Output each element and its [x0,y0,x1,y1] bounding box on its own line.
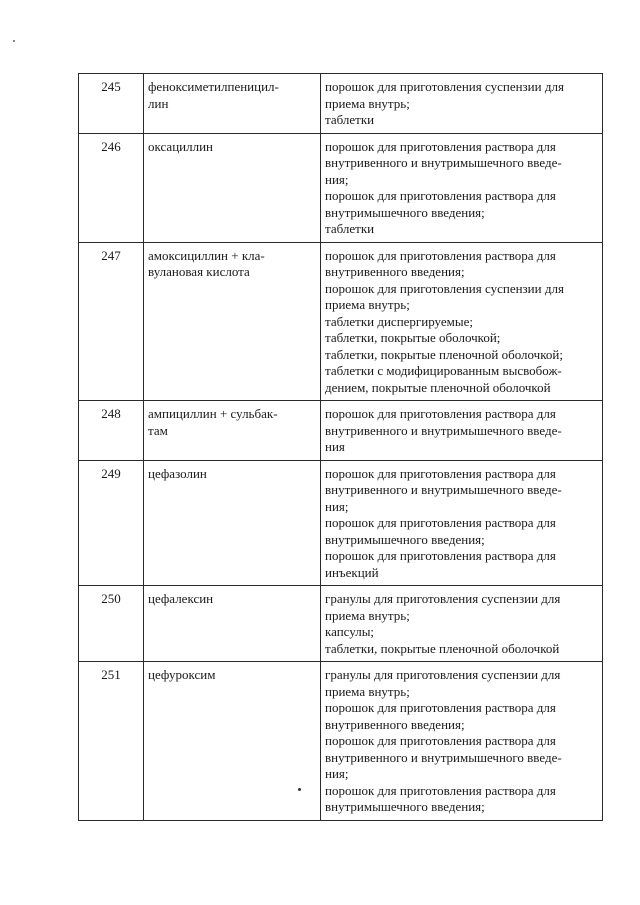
dosage-form-line: капсулы; [325,624,375,639]
dosage-form-line: внутримышечного введения; [325,799,485,814]
scan-dot [298,788,301,791]
row-number: 248 [79,401,144,461]
drug-name-line: амоксициллин + кла- [148,247,265,263]
row-number: 245 [79,74,144,134]
drug-name-line: цефазолин [148,465,207,481]
dosage-form-line: ния [325,439,345,454]
dosage-form-line: таблетки [325,221,375,236]
table-row [79,460,603,586]
dosage-form-line: внутривенного и внутримышечного введе- [325,749,562,765]
dosage-forms-cell [321,586,603,662]
dosage-form-line: порошок для приготовления раствора для [325,548,556,563]
dosage-form-line: порошок для приготовления суспензии для [325,79,564,94]
table-row [79,242,603,401]
scan-speck [13,40,15,42]
drug-name-cell [144,586,321,662]
table-row [79,662,603,821]
drug-table [78,73,603,821]
drug-name-cell [144,133,321,242]
drug-name-cell [144,74,321,134]
dosage-form-line: порошок для приготовления раствора для [325,247,556,263]
drug-name-line: феноксиметилпеницил- [148,79,279,94]
row-number: 249 [79,460,144,586]
dosage-form-line: ния; [325,171,349,187]
dosage-form-line: таблетки, покрытые оболочкой; [325,330,501,345]
drug-name-line: цефалексин [148,591,214,606]
dosage-form-line: порошок для приготовления раствора для [325,188,556,203]
drug-name-cell [144,242,321,401]
drug-name-line: цефуроксим [148,667,216,682]
drug-name-line: вулановая кислота [148,264,250,279]
dosage-form-line: инъекций [325,564,379,580]
dosage-form-line: внутримышечного введения; [325,531,485,547]
dosage-form-line: приема внутрь; [325,607,410,623]
table-row [79,401,603,461]
drug-name-line: ампициллин + сульбак- [148,406,278,421]
drug-name-line: лин [148,95,169,111]
table-body [79,74,603,821]
dosage-form-line: внутривенного введения; [325,716,465,732]
dosage-form-line: порошок для приготовления раствора для [325,406,556,421]
dosage-form-line: порошок для приготовления раствора для [325,733,556,748]
dosage-form-line: гранулы для приготовления суспензии для [325,667,561,682]
dosage-form-line: внутривенного и внутримышечного введе- [325,482,562,497]
dosage-form-line: внутримышечного введения; [325,204,485,220]
dosage-form-line: внутривенного и внутримышечного введе- [325,422,562,438]
dosage-form-line: внутривенного и внутримышечного введе- [325,155,562,170]
drug-name-cell [144,662,321,821]
dosage-form-line: порошок для приготовления раствора для [325,700,556,715]
drug-name-line: оксациллин [148,138,213,154]
dosage-form-line: приема внутрь; [325,297,410,312]
dosage-form-line: таблетки, покрытые пленочной оболочкой; [325,346,563,362]
dosage-form-line: таблетки с модифицированным высвобож- [325,363,562,378]
dosage-forms-cell [321,662,603,821]
dosage-forms-cell [321,460,603,586]
dosage-form-line: ния; [325,766,349,781]
table-row [79,133,603,242]
dosage-form-line: приема внутрь; [325,683,410,699]
dosage-form-line: таблетки, покрытые пленочной оболочкой [325,640,560,656]
drug-name-line: там [148,422,168,438]
dosage-form-line: ния; [325,498,349,514]
dosage-forms-cell [321,74,603,134]
dosage-form-line: порошок для приготовления раствора для [325,465,556,481]
dosage-form-line: таблетки диспергируемые; [325,313,473,329]
dosage-form-line: гранулы для приготовления суспензии для [325,591,561,606]
dosage-forms-cell [321,401,603,461]
dosage-form-line: порошок для приготовления раствора для [325,782,556,798]
row-number: 250 [79,586,144,662]
dosage-form-line: внутривенного введения; [325,264,465,279]
dosage-form-line: приема внутрь; [325,95,410,111]
dosage-form-line: таблетки [325,112,375,127]
row-number: 251 [79,662,144,821]
table-row [79,74,603,134]
dosage-form-line: дением, покрытые пленочной оболочкой [325,379,551,395]
table-row [79,586,603,662]
dosage-forms-cell [321,242,603,401]
drug-name-cell [144,401,321,461]
drug-name-cell [144,460,321,586]
row-number: 247 [79,242,144,401]
dosage-form-line: порошок для приготовления раствора для [325,515,556,530]
row-number: 246 [79,133,144,242]
dosage-form-line: порошок для приготовления раствора для [325,138,556,154]
dosage-forms-cell [321,133,603,242]
dosage-form-line: порошок для приготовления суспензии для [325,280,564,296]
